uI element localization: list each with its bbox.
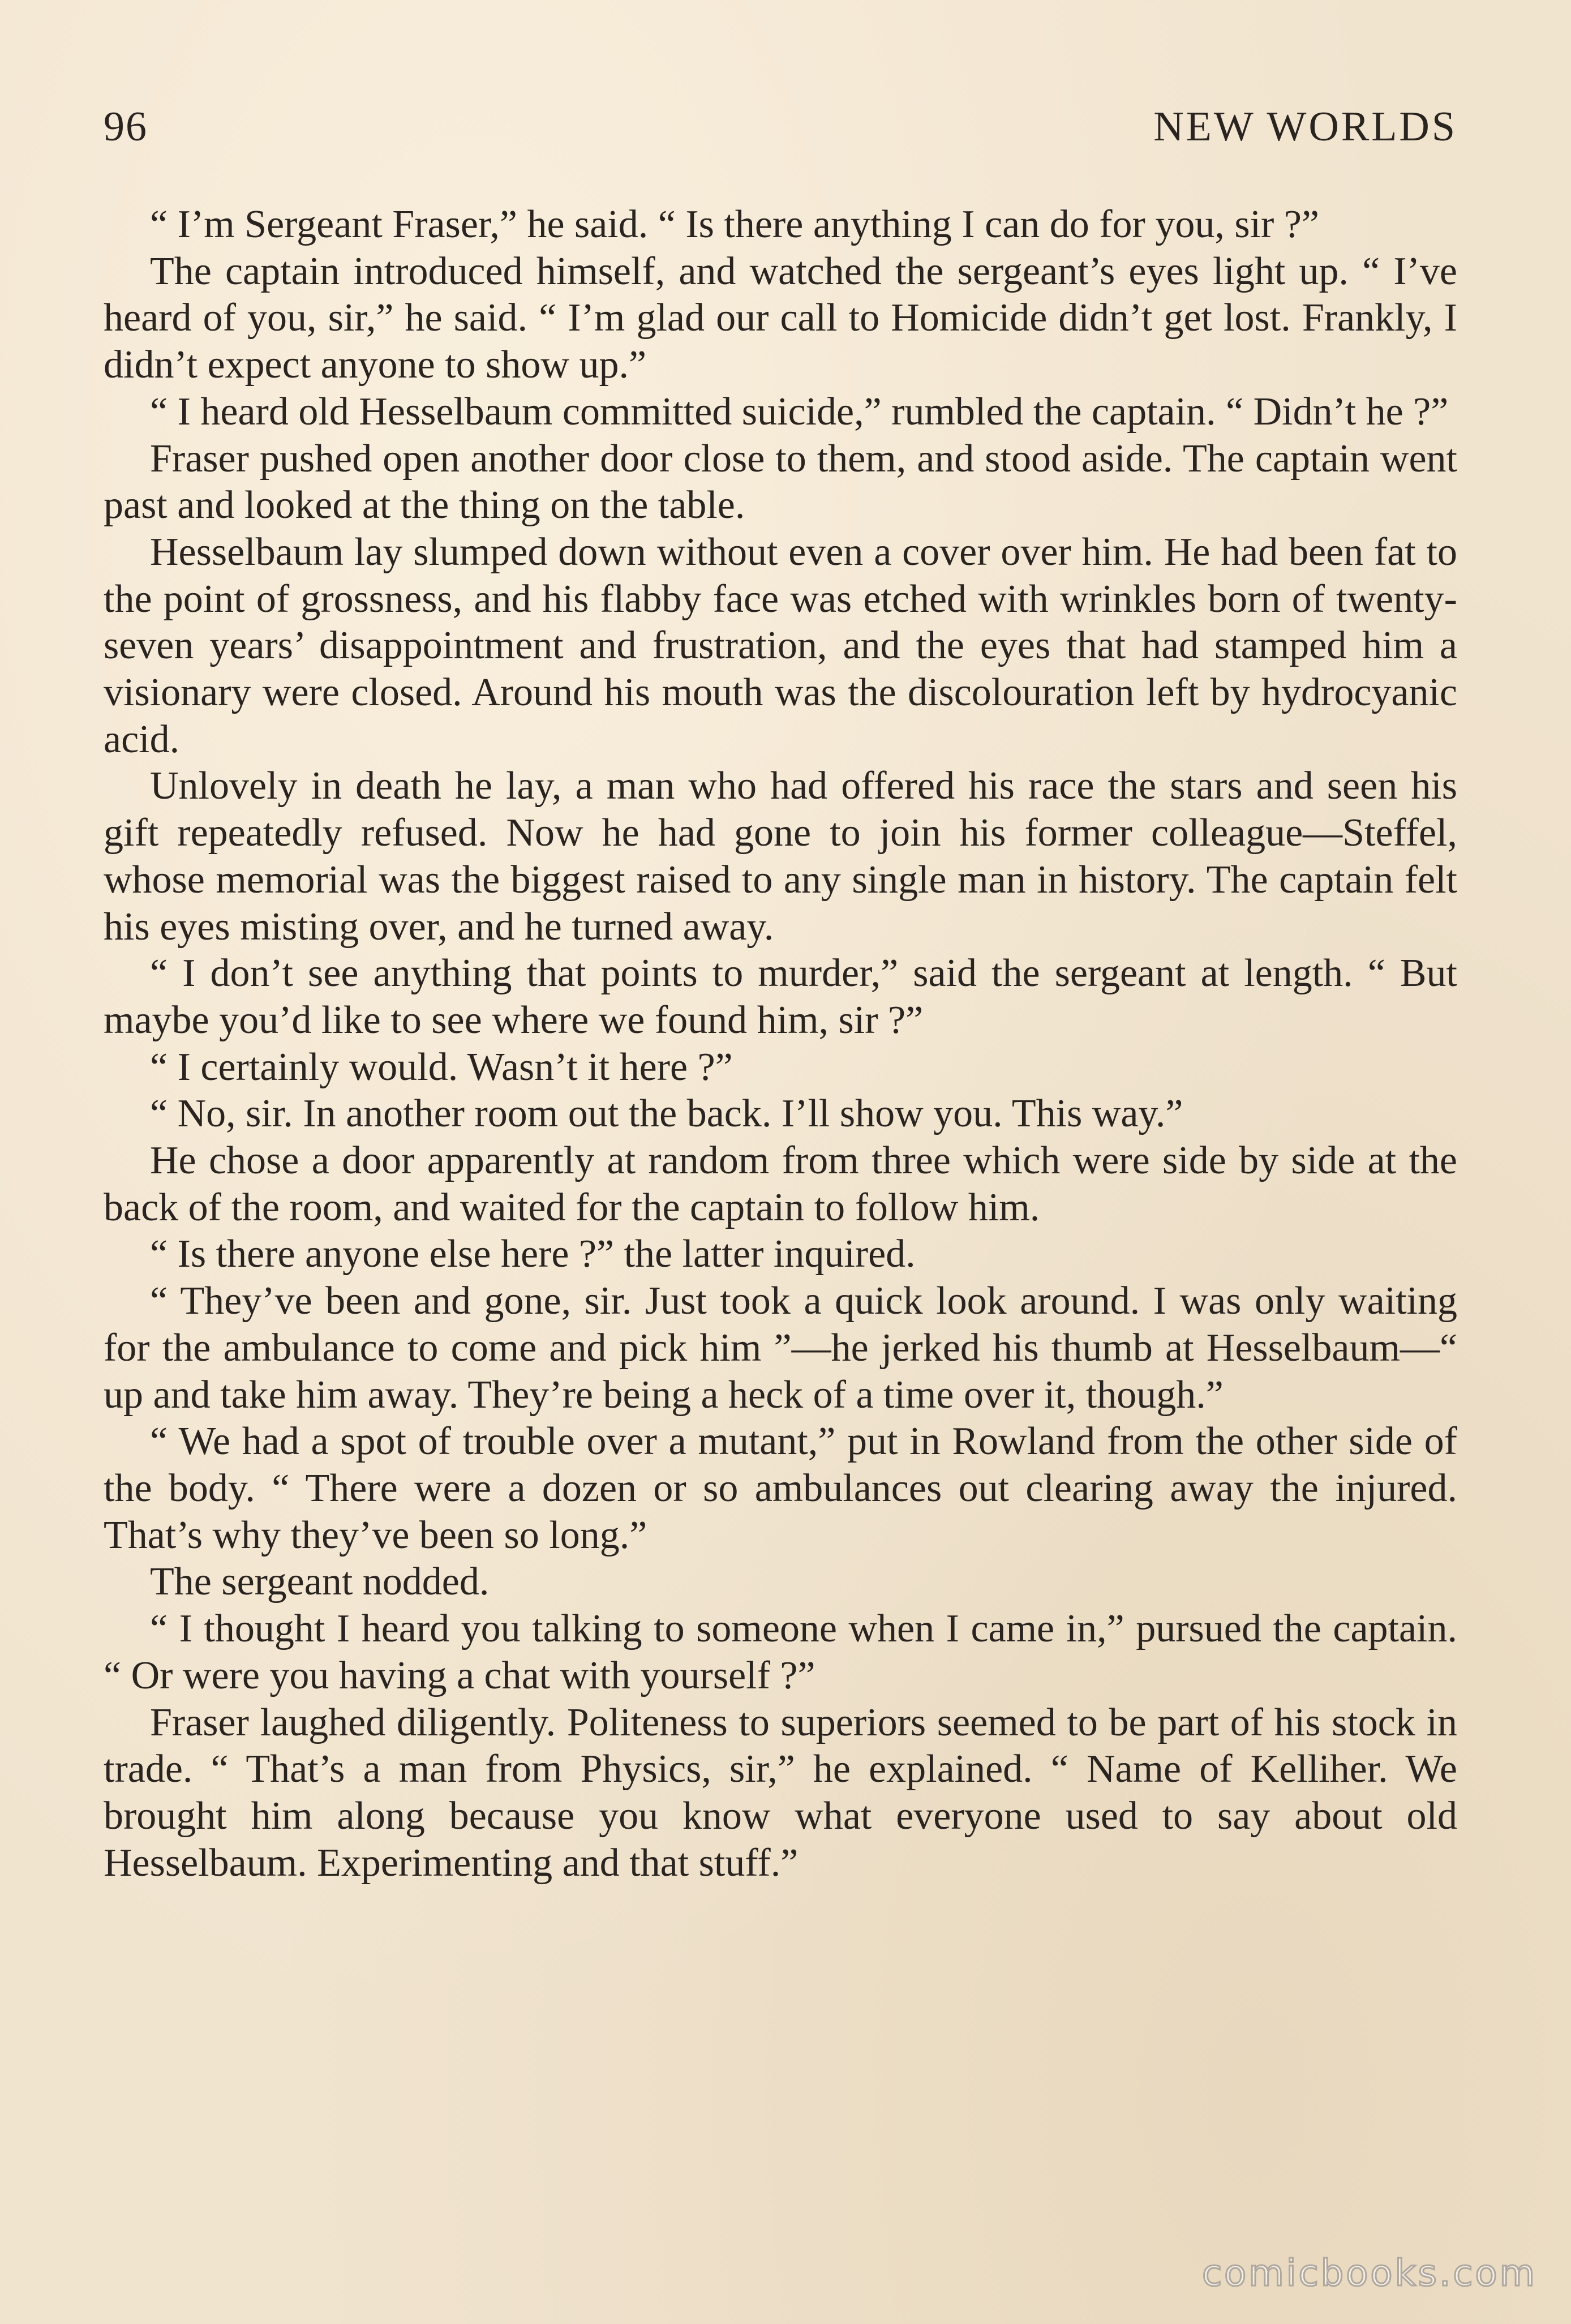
- paragraph: Fraser laughed diligently. Politeness to superiors seemed to be part of his stock in trade. “ That’s a man from Physics, sir,” he explained. “ Name of Kelliher. We brought him along because you know what everyone used to say about old Hesselbaum. Experimenting and that stuff.”: [104, 1700, 1457, 1885]
- paragraph: “ I heard old Hesselbaum committed suicide,” rumbled the captain. “ Didn’t he ?”: [150, 389, 1449, 434]
- book-page: [104, 96, 1457, 2236]
- page-number: 96: [104, 104, 148, 150]
- running-head: [104, 96, 1457, 164]
- paragraph: “ I thought I heard you talking to someone when I came in,” pursued the captain. “ Or were you having a chat with yourself ?”: [104, 1607, 1457, 1697]
- paragraph: “ Is there anyone else here ?” the latter inquired.: [150, 1232, 916, 1276]
- paragraph: “ No, sir. In another room out the back. I’ll show you. This way.”: [150, 1092, 1183, 1136]
- paragraph: “ They’ve been and gone, sir. Just took a quick look around. I was only waiting for the ambulance to come and pick him ”—he jerked his thumb at Hesselbaum—“ up and take him away. They’re being a heck of a time over it, though.”: [104, 1279, 1457, 1417]
- paragraph: “ I don’t see anything that points to murder,” said the sergeant at length. “ But maybe you’d like to see where we found him, sir ?”: [104, 951, 1457, 1042]
- paragraph: Fraser pushed open another door close to them, and stood aside. The captain went past and looked at the thing on the table.: [104, 436, 1457, 528]
- running-title: NEW WORLDS: [1153, 104, 1457, 150]
- source-watermark: comicbooks.com: [1201, 2253, 1537, 2295]
- paragraph: The sergeant nodded.: [150, 1560, 490, 1604]
- paragraph: He chose a door apparently at random from three which were side by side at the back of the room, and waited for the captain to follow him.: [104, 1139, 1457, 1229]
- paragraph: “ I’m Sergeant Fraser,” he said. “ Is there anything I can do for you, sir ?”: [150, 203, 1319, 246]
- paragraph: Hesselbaum lay slumped down without even a cover over him. He had been fat to the point of grossness, and his flabby face was etched with wrinkles born of twenty-seven years’ disappointment and frustration, and the eyes that had stamped him a visionary were closed. Around his mouth was the discolouration left by hydrocyanic acid.: [104, 530, 1457, 761]
- body-text: [104, 201, 1457, 1886]
- paragraph: “ We had a spot of trouble over a mutant,” put in Rowland from the other side of the body. “ There were a dozen or so ambulances out clearing away the injured. That’s why they’ve been so long.”: [104, 1420, 1457, 1557]
- paragraph: Unlovely in death he lay, a man who had offered his race the stars and seen his gift repeatedly refused. Now he had gone to join his former colleague—Steffel, whose memorial was the biggest raised to any single man in history. The captain felt his eyes misting over, and he turned away.: [104, 764, 1457, 949]
- paragraph: “ I certainly would. Wasn’t it here ?”: [150, 1045, 733, 1089]
- paragraph: The captain introduced himself, and watched the sergeant’s eyes light up. “ I’ve heard of you, sir,” he said. “ I’m glad our call to Homicide didn’t get lost. Frankly, I didn’t expect anyone to show up.”: [104, 249, 1457, 387]
